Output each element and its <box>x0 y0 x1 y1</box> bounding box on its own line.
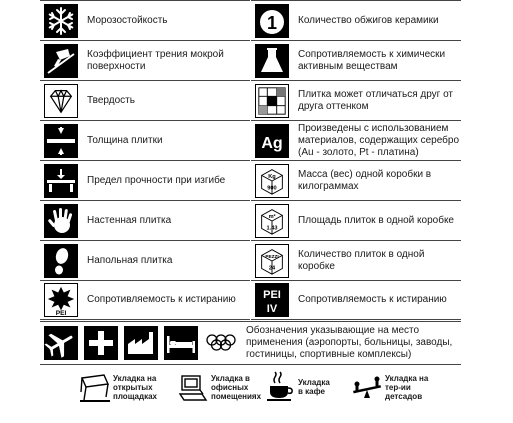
legend-row <box>40 80 250 120</box>
box-area-value: 1.43 <box>266 224 278 231</box>
slippery-surface-icon <box>44 44 78 78</box>
box-weight-value: 900 <box>267 184 277 191</box>
legend-label: Твердость <box>87 94 135 106</box>
abrasion-pei-icon <box>44 283 78 317</box>
seesaw-icon <box>350 370 384 404</box>
install-item <box>263 370 336 404</box>
box-count-unit: PEZZI <box>265 253 279 259</box>
legend-label: Сопротивляемость к истиранию <box>298 294 447 305</box>
pei-class-icon <box>255 283 289 317</box>
outdoor-table-icon <box>78 370 112 404</box>
install-label: Укладка в офисных помещениях <box>211 373 262 401</box>
legend-label: Количество плиток в одной коробке <box>298 248 425 272</box>
legend-row <box>40 200 250 240</box>
airplane-icon <box>44 326 78 360</box>
box-count-value: 24 <box>268 264 276 271</box>
legend-label: Напольная плитка <box>87 254 173 266</box>
cafe-cup-icon <box>263 370 297 404</box>
snowflake-icon <box>44 4 78 38</box>
precious-metal-text: Ag <box>261 134 283 152</box>
legend-row <box>40 120 250 160</box>
legend-label: Морозостойкость <box>87 14 168 26</box>
box-weight-icon <box>255 164 289 198</box>
diamond-icon <box>44 84 78 118</box>
legend-row <box>40 40 250 80</box>
legend-row <box>251 200 461 240</box>
install-item <box>78 370 165 404</box>
places-description: Обозначения указывающие на место применения (аэропорты, больницы, заводы, гостиницы, спортивные комплексы) <box>246 325 453 360</box>
install-label: Укладка в кафе <box>298 378 330 396</box>
precious-metal-icon <box>255 124 289 158</box>
legend-label: Коэффициент трения мокрой поверхности <box>87 48 224 72</box>
factory-icon <box>124 326 158 360</box>
bending-strength-icon <box>44 164 78 198</box>
firing-count-icon <box>255 4 289 38</box>
legend-row <box>40 240 250 280</box>
pei-class-value: IV <box>266 303 278 315</box>
hand-icon <box>44 204 78 238</box>
legend-row <box>251 40 461 80</box>
installation-types <box>78 370 448 410</box>
legend-label: Сопротивляемость к химически активным веществам <box>298 48 446 72</box>
thickness-icon <box>44 124 78 158</box>
hospital-cross-icon <box>84 326 118 360</box>
office-computer-icon <box>176 370 210 404</box>
install-item <box>176 370 263 404</box>
install-label: Укладка на тер-ии детсадов <box>385 373 429 401</box>
places-of-use-row <box>40 321 461 365</box>
legend-label: Площадь плиток в одной коробке <box>298 214 454 226</box>
legend-label: Толщина плитки <box>87 134 163 146</box>
box-weight-unit: Kg <box>268 173 276 180</box>
box-count-icon <box>255 244 289 278</box>
legend-label: Масса (вес) одной коробки в килограммах <box>298 168 432 192</box>
firing-count-text: 1 <box>266 12 278 33</box>
pei-class-label: PEI <box>263 289 281 301</box>
legend-label: Количество обжигов керамики <box>298 14 439 26</box>
hotel-bed-icon <box>164 326 198 360</box>
legend-row <box>251 0 461 40</box>
install-label: Укладка на открытых площадках <box>113 373 157 401</box>
tile-symbols-legend <box>40 0 461 320</box>
footprint-icon <box>44 244 78 278</box>
shade-variation-icon <box>255 84 289 118</box>
legend-label: Предел прочности при изгибе <box>87 174 226 186</box>
flask-icon <box>255 44 289 78</box>
install-item <box>350 370 437 404</box>
box-area-unit: m² <box>268 213 276 220</box>
legend-label: Произведены с использованием материалов, содержащих серебро (Au - золото, Pt - платина) <box>298 122 460 158</box>
legend-row <box>251 280 461 320</box>
legend-row <box>251 160 461 200</box>
legend-row <box>251 240 461 280</box>
pei-icon-text: PEI <box>55 310 67 316</box>
olympic-rings-icon <box>204 326 238 360</box>
legend-row <box>40 160 250 200</box>
legend-row <box>40 280 250 320</box>
legend-row <box>251 80 461 120</box>
legend-label: Настенная плитка <box>87 214 172 226</box>
box-area-icon <box>255 204 289 238</box>
legend-row <box>251 120 461 160</box>
legend-label: Плитка может отличаться друг от друга оттенком <box>298 88 454 112</box>
legend-row <box>40 0 250 40</box>
legend-label: Сопротивляемость к истиранию <box>87 294 236 305</box>
